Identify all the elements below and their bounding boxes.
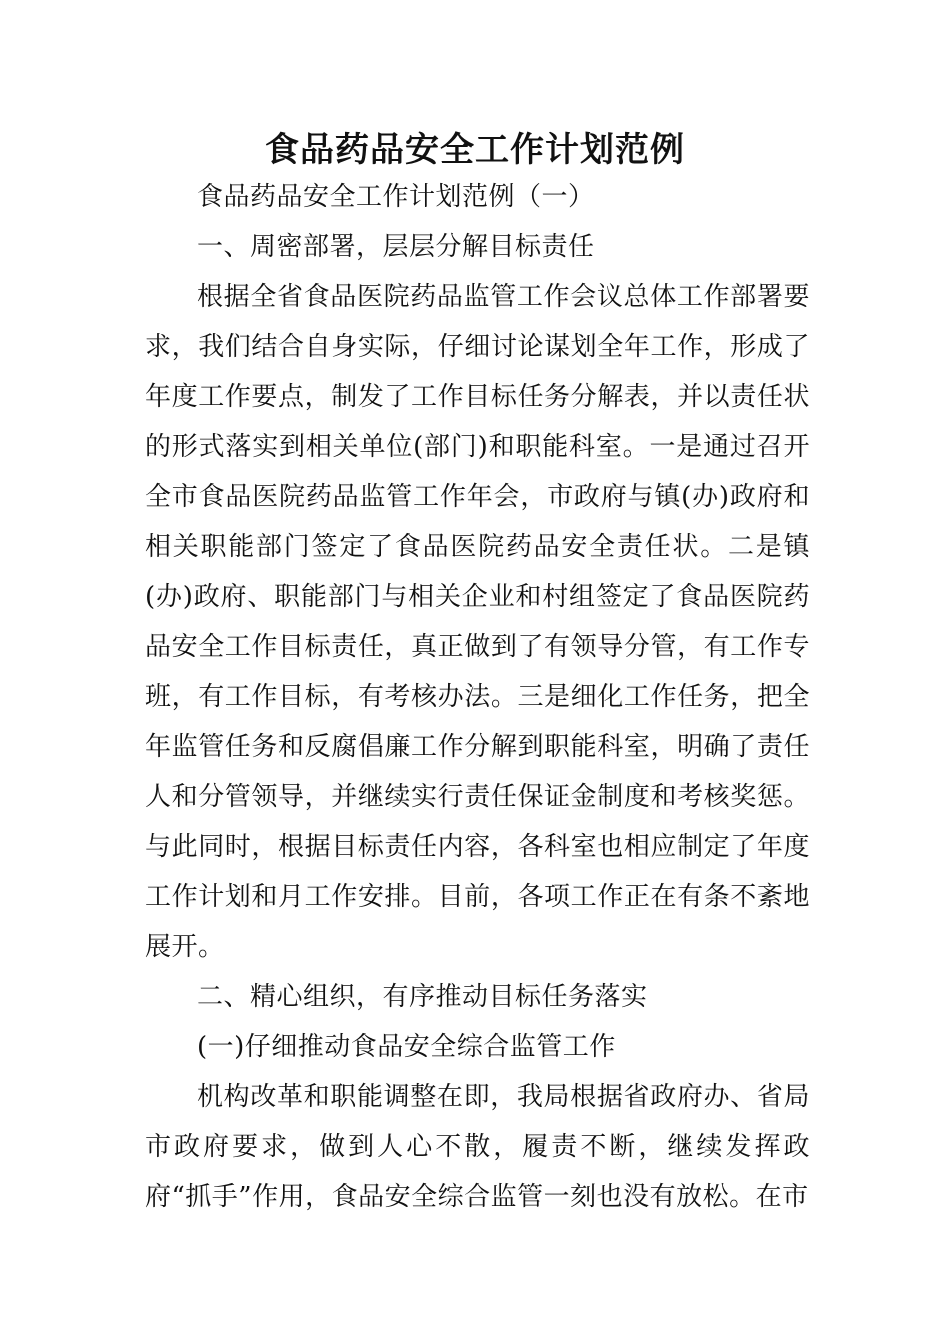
subsection-heading-1: (一)仔细推动食品安全综合监管工作 (197, 1032, 616, 1062)
section-heading-1: 一、周密部署，层层分解目标责任 (197, 232, 595, 262)
subtitle-paragraph: 食品药品安全工作计划范例（一） (197, 182, 595, 212)
section-heading-2: 二、精心组织，有序推动目标任务落实 (197, 982, 648, 1012)
body-paragraph-2: 机构改革和职能调整在即，我局根据省政府办、省局市政府要求，做到人心不散，履责不断，继续发挥政府“抓手”作用，食品安全综合监管一刻也没有放松。在市 (145, 1082, 810, 1212)
document-title: 食品药品安全工作计划范例 (265, 130, 685, 170)
document-body (145, 172, 810, 1222)
body-paragraph-1: 根据全省食品医院药品监管工作会议总体工作部署要求，我们结合自身实际，仔细讨论谋划全年工作，形成了年度工作要点，制发了工作目标任务分解表，并以责任状的形式落实到相关单位(部门)和职能科室。一是通过召开全市食品医院药品监管工作年会，市政府与镇(办)政府和相关职能部门签定了食品医院药品安全责任状。二是镇(办)政府、职能部门与相关企业和村组签定了食品医院药品安全工作目标责任，真正做到了有领导分管，有工作专班，有工作目标，有考核办法。三是细化工作任务，把全年监管任务和反腐倡廉工作分解到职能科室，明确了责任人和分管领导，并继续实行责任保证金制度和考核奖惩。与此同时，根据目标责任内容，各科室也相应制定了年度工作计划和月工作安排。目前，各项工作正在有条不紊地展开。 (145, 282, 810, 962)
